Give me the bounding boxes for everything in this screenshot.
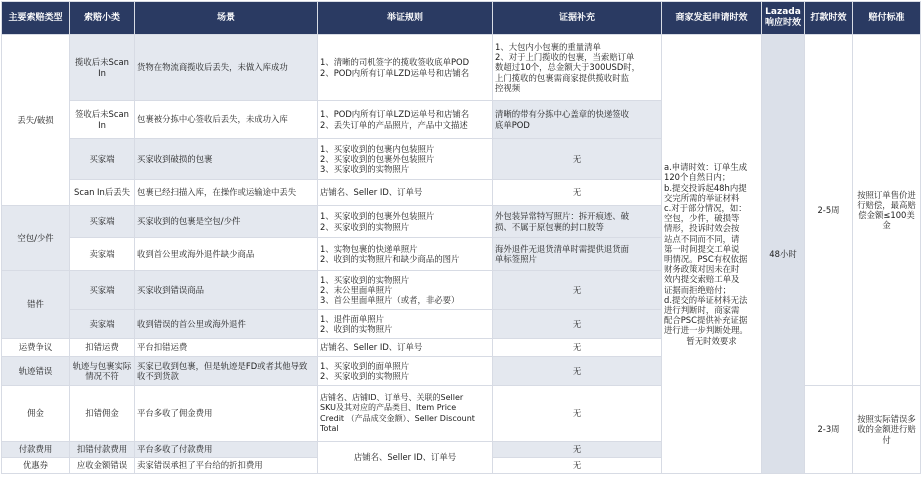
timeline-line: 效内提交索赔工单及 — [664, 274, 740, 285]
timeline-line: 空包，少件，破损等 — [664, 213, 740, 224]
category-coupon: 优惠券 — [2, 458, 70, 474]
timeline-line: 第一时间提交工单说 — [664, 243, 740, 254]
timeline-line: 证据而拒绝赔付； — [664, 284, 731, 295]
sub-type-cell: 卖家端 — [70, 310, 135, 339]
rule-line: 1、实物包裹的快递单照片 — [320, 243, 418, 254]
rule-line: 2、买家收到的实物照片 — [320, 371, 410, 381]
sub-type-cell: 扣错运费 — [70, 339, 135, 357]
evidence-cell: 无 — [493, 458, 662, 474]
rule-line: SKU及其对应的产品类目、Item Price — [320, 403, 457, 413]
timeline-line: b.提交投诉起48h内提 — [664, 182, 747, 193]
timeline-line: 情形，投诉时效会按 — [664, 223, 740, 234]
timeline-line: 交完所需的举证材料 — [664, 192, 740, 203]
sub-type-cell: 揽收后未Scan In — [70, 35, 135, 101]
rules-cell: 店铺名、Seller ID、订单号 — [318, 339, 493, 357]
evidence-line: 单标签照片 — [495, 254, 537, 264]
rules-cell — [318, 206, 493, 238]
scene-cell: 包裹被分拣中心签收后丢失，未成功入库 — [135, 101, 318, 139]
scene-cell: 平台扣错运费 — [135, 339, 318, 357]
header-response-time: Lazada 响应时效 — [762, 2, 805, 35]
scene-cell: 平台多收了佣金费用 — [135, 386, 318, 442]
timeline-line: a.申请时效：订单生成 — [664, 162, 748, 173]
evidence-line: 损、不属于原包裹的封口胶等 — [495, 221, 604, 232]
rule-line: 1、退件面单照片 — [320, 313, 384, 324]
rule-line: 1、买家收到的实物照片 — [320, 274, 410, 285]
evidence-cell: 无 — [493, 339, 662, 357]
payment-time-cell: 2-3周 — [805, 386, 853, 474]
standard-cell: 按照实际错误多收的金额进行赔付 — [853, 386, 921, 474]
evidence-line: 上门揽收的包裹需商家提供揽收时监 — [495, 72, 629, 83]
scene-cell: 收到错误的首公里或海外退件 — [135, 310, 318, 339]
category-lost-damaged: 丢失/破损 — [2, 35, 70, 206]
rules-cell: 店铺名、Seller ID、订单号 — [318, 180, 493, 206]
sub-type-cell: 轨迹与包裹实际情况不符 — [70, 357, 135, 386]
header-evidence: 证据补充 — [493, 2, 662, 35]
header-sub-type: 索赔小类 — [70, 2, 135, 35]
shared-rule-cell: 店铺名、Seller ID、订单号 — [318, 442, 493, 474]
rule-line: 2、买家收到的包裹外包装照片 — [320, 153, 435, 164]
scene-cell: 收到首公里或海外退件缺少商品 — [135, 238, 318, 271]
scene-cell: 平台多收了付款费用 — [135, 442, 318, 458]
evidence-line: 1、大包内小包裹的重量清单 — [495, 41, 601, 52]
evidence-line: 控视频 — [495, 82, 521, 93]
evidence-cell: 无 — [493, 357, 662, 386]
evidence-cell — [493, 238, 662, 271]
evidence-cell: 无 — [493, 386, 662, 442]
rules-cell — [318, 357, 493, 386]
header-scene: 场景 — [135, 2, 318, 35]
scene-cell: 卖家错误承担了平台给的折扣费用 — [135, 458, 318, 474]
timeline-line: 进行进一步判断处理。 — [664, 325, 748, 336]
rules-cell — [318, 238, 493, 271]
rule-line: Total — [320, 423, 339, 433]
rule-line: 1、买家收到的包裹外包装照片 — [320, 211, 435, 222]
rule-line: Credit （产品成交金额）、Seller Discount — [320, 413, 475, 423]
scene-cell: 包裹已经扫描入库，在操作或运输途中丢失 — [135, 180, 318, 206]
claims-table — [1, 1, 921, 474]
rule-line: 1、清晰的司机签字的揽收签收底单POD — [320, 57, 470, 68]
header-merchant-timeline: 商家发起申请时效 — [662, 2, 762, 35]
sub-type-cell: 扣错付款费用 — [70, 442, 135, 458]
timeline-line: 明情况。PSC有权依据 — [664, 254, 748, 264]
timeline-line: 进行判断时，商家需 — [664, 305, 740, 316]
evidence-cell — [493, 35, 662, 101]
rule-line: 2、丢失订单的产品照片，产品中文描述 — [320, 119, 468, 130]
sub-type-cell: 买家端 — [70, 206, 135, 238]
sub-type-cell: 买家端 — [70, 139, 135, 180]
header-proof-rules: 举证规则 — [318, 2, 493, 35]
rule-line: 1、POD内所有订单LZD运单号和店铺名 — [320, 109, 470, 120]
evidence-line: 清晰的带有分拣中心盖章的快递签收 — [495, 109, 629, 120]
scene-cell: 买家收到破损的包裹 — [135, 139, 318, 180]
rule-line: 3、首公里面单照片（或者，非必要） — [320, 295, 460, 306]
rule-line: 2、买家收到的实物照片 — [320, 221, 410, 232]
category-empty-parcel: 空包/少件 — [2, 206, 70, 271]
sub-type-cell: 扣错佣金 — [70, 386, 135, 442]
scene-cell: 货物在物流商揽收后丢失，未做入库成功 — [135, 35, 318, 101]
rules-cell — [318, 35, 493, 101]
scene-cell: 买家已收到包裹，但是轨迹是FD或者其他导致收不到货款 — [135, 357, 318, 386]
merchant-timeline-cell — [662, 35, 762, 474]
scene-cell: 买家收到的包裹是空包/少件 — [135, 206, 318, 238]
response-time-cell: 48小时 — [762, 35, 805, 474]
rules-cell — [318, 271, 493, 310]
standard-cell: 按照订单售价进行赔偿，最高赔偿金额≤100美金 — [853, 35, 921, 386]
rules-cell — [318, 310, 493, 339]
category-wrong-item: 错件 — [2, 271, 70, 339]
rule-line: 2、收到的实物照片和缺少商品的图片 — [320, 254, 460, 264]
category-tracking-error: 轨迹错误 — [2, 357, 70, 386]
evidence-line: 海外退件无退货清单时需提供退货面 — [495, 243, 629, 254]
table-row — [2, 35, 921, 101]
sub-type-cell: 签收后未Scan In — [70, 101, 135, 139]
evidence-cell: 无 — [493, 271, 662, 310]
scene-cell: 买家收到错误商品 — [135, 271, 318, 310]
evidence-cell: 无 — [493, 139, 662, 180]
rules-cell — [318, 386, 493, 442]
timeline-line: 配合PSC提供补充证据 — [664, 315, 748, 326]
evidence-line: 外包装异常特写照片：拆开痕迹、破 — [495, 211, 629, 222]
timeline-line: 暂无时效要求 — [686, 335, 737, 346]
header-standard: 赔付标准 — [853, 2, 921, 35]
header-main-type: 主要索赔类型 — [2, 2, 70, 35]
timeline-line: 站点不同而不同，请 — [664, 233, 740, 244]
rule-line: 店铺名、店铺ID、订单号、关联的Seller — [320, 393, 464, 403]
payment-time-cell: 2-5周 — [805, 35, 853, 386]
evidence-cell — [493, 101, 662, 139]
timeline-line: d.提交的举证材料无法 — [664, 294, 748, 305]
sub-type-cell: 应收金额错误 — [70, 458, 135, 474]
rule-line: 2、末公里面单照片 — [320, 284, 393, 295]
rule-line: 1、买家收到的包裹内包装照片 — [320, 143, 435, 154]
category-payment-fee: 付款费用 — [2, 442, 70, 458]
evidence-line: 底单POD — [495, 119, 530, 130]
header-payment-time: 打款时效 — [805, 2, 853, 35]
rule-line: 1、买家收到的面单照片 — [320, 360, 410, 371]
timeline-line: c.对于部分情况，如： — [664, 202, 747, 213]
evidence-cell: 无 — [493, 442, 662, 458]
sub-type-cell: Scan In后丢失 — [70, 180, 135, 206]
rules-cell — [318, 139, 493, 180]
category-commission: 佣金 — [2, 386, 70, 442]
evidence-line: 数超过10个，总金额大于300USD时， — [495, 62, 641, 73]
sub-type-cell: 买家端 — [70, 271, 135, 310]
category-shipping-dispute: 运费争议 — [2, 339, 70, 357]
rule-line: 2、收到的实物照片 — [320, 324, 393, 334]
timeline-line: 120个自然日内； — [664, 172, 731, 183]
evidence-cell: 无 — [493, 180, 662, 206]
evidence-cell: 无 — [493, 310, 662, 339]
evidence-line: 2、对于上门揽收的包裹，当索赔订单 — [495, 52, 635, 63]
evidence-cell — [493, 206, 662, 238]
sub-type-cell: 卖家端 — [70, 238, 135, 271]
rule-line: 3、买家收到的实物照片 — [320, 164, 410, 175]
rules-cell — [318, 101, 493, 139]
rule-line: 2、POD内所有订单LZD运单号和店铺名 — [320, 67, 470, 78]
timeline-line: 财务政策对因未在时 — [664, 264, 740, 275]
header-row — [2, 2, 921, 35]
